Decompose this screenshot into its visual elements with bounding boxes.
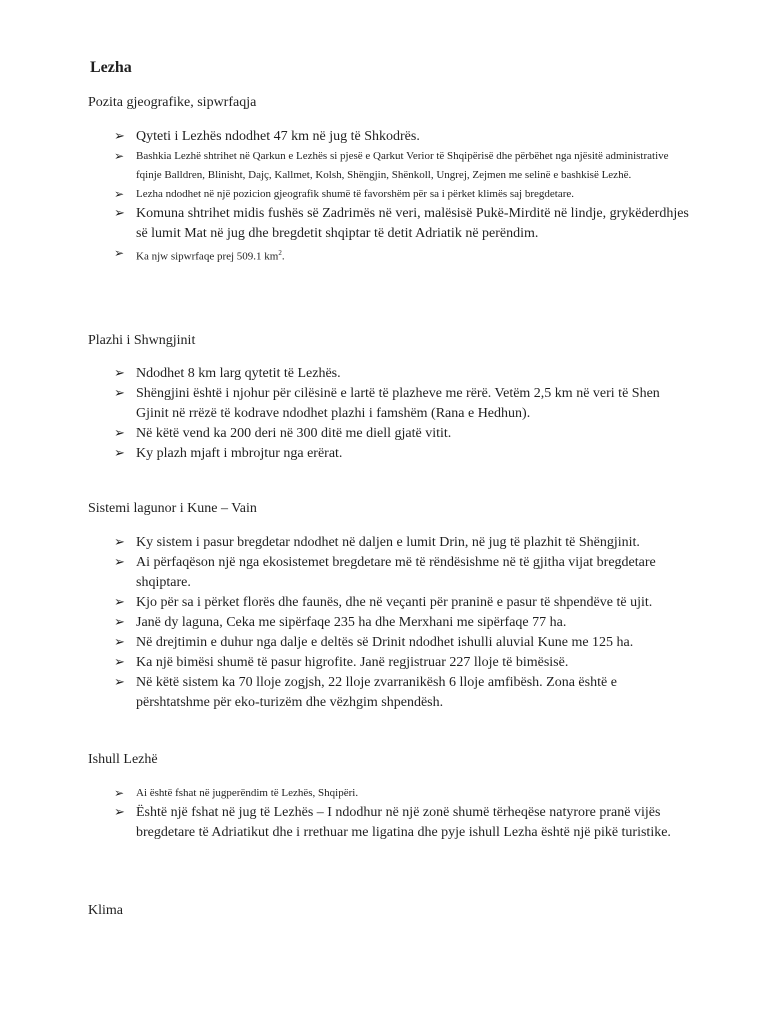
arrow-bullet-icon: ➢ — [114, 386, 125, 401]
list-item-text: Në këtë sistem ka 70 lloje zogjsh, 22 lloje zvarranikësh 6 lloje amfibësh. Zona është e përshtatshme për eko-turizëm dhe vëzhgim shpendësh. — [136, 675, 617, 710]
arrow-bullet-icon: ➢ — [114, 595, 125, 610]
list-item-text: Ka një bimësi shumë të pasur higrofite. Janë regjistruar 227 lloje të bimësisë. — [136, 655, 569, 670]
section-list-sistemi — [114, 533, 694, 713]
list-item — [114, 533, 694, 553]
list-item-text: Shëngjini është i njohur për cilësinë e lartë të plazheve me rërë. Vetëm 2,5 km në veri të Shen Gjinit në rrëzë të kodrave ndodhet plazhi i famshëm (Rana e Hedhun). — [136, 386, 660, 421]
trailing-period: . — [281, 250, 285, 263]
list-item-text: Në drejtimin e duhur nga dalje e deltës së Drinit ndodhet ishulli aluvial Kune me 125 ha. — [136, 635, 634, 650]
list-item-text: Ky sistem i pasur bregdetar ndodhet në daljen e lumit Drin, në jug të plazhit të Shëngjinit. — [136, 535, 640, 550]
arrow-bullet-icon: ➢ — [114, 187, 125, 201]
list-item — [114, 185, 694, 204]
list-item — [114, 384, 694, 424]
list-item-text: Ndodhet 8 km larg qytetit të Lezhës. — [136, 366, 341, 381]
arrow-bullet-icon: ➢ — [114, 805, 125, 820]
arrow-bullet-icon: ➢ — [114, 786, 125, 800]
arrow-bullet-icon: ➢ — [114, 615, 125, 630]
list-item — [114, 364, 694, 384]
list-item-text: Janë dy laguna, Ceka me sipërfaqe 235 ha dhe Merxhani me sipërfaqe 77 ha. — [136, 615, 567, 630]
list-item-text: Është një fshat në jug të Lezhës – I ndodhur në një zonë shumë tërheqëse natyrore pranë vijës bregdetare të Adriatikut dhe i rrethuar me ligatina dhe pyje ishull Lezha është një pikë turistike. — [136, 805, 671, 840]
list-item — [114, 204, 694, 244]
list-item — [114, 633, 694, 653]
section-list-ishull — [114, 784, 694, 843]
list-item — [114, 784, 694, 803]
list-item — [114, 803, 694, 843]
arrow-bullet-icon: ➢ — [114, 366, 125, 381]
arrow-bullet-icon: ➢ — [114, 675, 125, 690]
list-item-text: Komuna shtrihet midis fushës së Zadrimës në veri, malësisë Pukë-Mirditë në lindje, grykëderdhjes së lumit Mat në jug dhe bregdetit shqiptar të detit Adriatik në perëndim. — [136, 206, 689, 241]
section-list-pozita — [114, 127, 694, 267]
section-heading-klima: Klima — [88, 903, 123, 918]
list-item-text: Lezha ndodhet në një pozicion gjeografik shumë të favorshëm për sa i përket klimës saj bregdetare. — [136, 188, 575, 200]
arrow-bullet-icon: ➢ — [114, 149, 125, 163]
arrow-bullet-icon: ➢ — [114, 555, 125, 570]
list-item — [114, 673, 694, 713]
document-title: Lezha — [90, 59, 132, 76]
list-item — [114, 127, 694, 147]
list-item — [114, 593, 694, 613]
list-item — [114, 244, 694, 267]
arrow-bullet-icon: ➢ — [114, 446, 125, 461]
list-item-text: Ka njw sipwrfaqe prej 509.1 km — [136, 250, 279, 263]
list-item-text: Qyteti i Lezhës ndodhet 47 km në jug të Shkodrës. — [136, 129, 420, 144]
arrow-bullet-icon: ➢ — [114, 246, 125, 260]
section-heading-sistemi: Sistemi lagunor i Kune – Vain — [88, 501, 257, 516]
list-item — [114, 444, 694, 464]
section-heading-ishull: Ishull Lezhë — [88, 752, 158, 767]
section-list-plazhi — [114, 364, 694, 464]
list-item — [114, 653, 694, 673]
superscript-two: 2 — [278, 249, 282, 257]
list-item-text: Ai është fshat në jugperëndim të Lezhës, Shqipëri. — [136, 787, 359, 799]
list-item-text: Bashkia Lezhë shtrihet në Qarkun e Lezhës si pjesë e Qarkut Verior të Shqipërisë dhe përbëhet nga njësitë administrative fqinje Balldren, Blinisht, Dajç, Kallmet, Kolsh, Shëngjin, Shënkoll, Ungrej, Zejmen me selinë e bashkisë Lezhë. — [136, 150, 669, 181]
list-item — [114, 553, 694, 593]
list-item-text: Në këtë vend ka 200 deri në 300 ditë me diell gjatë vitit. — [136, 426, 452, 441]
section-heading-pozita: Pozita gjeografike, sipwrfaqja — [88, 95, 257, 110]
arrow-bullet-icon: ➢ — [114, 129, 125, 144]
list-item-text: Ky plazh mjaft i mbrojtur nga erërat. — [136, 446, 343, 461]
arrow-bullet-icon: ➢ — [114, 426, 125, 441]
arrow-bullet-icon: ➢ — [114, 535, 125, 550]
list-item-text: Kjo për sa i përket florës dhe faunës, dhe në veçanti për praninë e pasur të shpendëve të ujit. — [136, 595, 653, 610]
list-item-text: Ai përfaqëson një nga ekosistemet bregdetare më të rëndësishme në të gjitha vijat bregdetare shqiptare. — [136, 555, 656, 590]
arrow-bullet-icon: ➢ — [114, 206, 125, 221]
arrow-bullet-icon: ➢ — [114, 635, 125, 650]
list-item — [114, 613, 694, 633]
list-item — [114, 424, 694, 444]
arrow-bullet-icon: ➢ — [114, 655, 125, 670]
section-heading-plazhi: Plazhi i Shwngjinit — [88, 333, 196, 348]
list-item — [114, 147, 694, 185]
